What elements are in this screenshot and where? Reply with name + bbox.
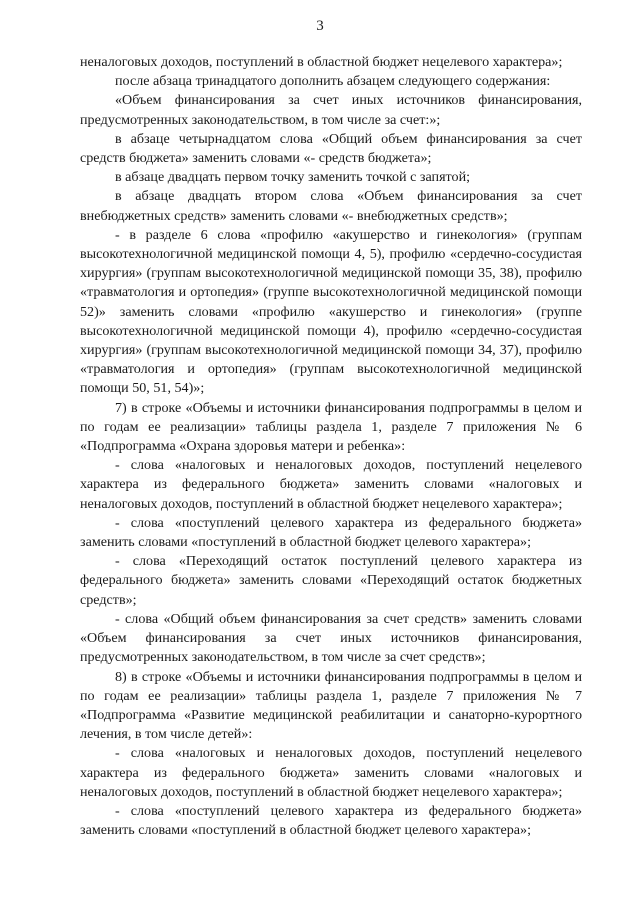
paragraph: 7) в строке «Объемы и источники финансирования подпрограммы в целом и по годам ее реализации» таблицы раздела 1, разделе 7 приложения № 6 «Подпрограмма «Охрана здоровья матери и ребенка»: [80,399,582,455]
paragraph: неналоговых доходов, поступлений в областной бюджет нецелевого характера»; [80,54,563,70]
document-body [80,53,582,840]
paragraph: - слова «налоговых и неналоговых доходов, поступлений нецелевого характера из федерального бюджета» заменить словами «налоговых и неналоговых доходов, поступлений в областной бюджет нецелевого характера»; [80,745,582,800]
paragraph: - слова «Общий объем финансирования за счет средств» заменить словами «Объем финансирования за счет иных источников финансирования, предусмотренных законодательством, в том числе за счет средств»; [80,610,582,666]
paragraph: в абзаце четырнадцатом слова «Общий объем финансирования за счет средств бюджета» заменить словами «- средств бюджета»; [80,130,582,167]
paragraph: в абзаце двадцать первом точку заменить точкой с запятой; [115,169,471,186]
paragraph: - слова «поступлений целевого характера из федерального бюджета» заменить словами «поступлений в областной бюджет целевого характера»; [80,802,582,839]
paragraph: «Объем финансирования за счет иных источников финансирования, предусмотренных законодательством, в том числе за счет:»; [80,92,582,128]
paragraph: в абзаце двадцать втором слова «Объем финансирования за счет внебюджетных средств» заменить словами «- внебюджетных средств»; [80,188,582,224]
paragraph: - слова «налоговых и неналоговых доходов, поступлений нецелевого характера из федерального бюджета» заменить словами «налоговых и неналоговых доходов, поступлений в областной бюджет нецелевого характера»; [80,457,582,512]
paragraph: - слова «поступлений целевого характера из федерального бюджета» заменить словами «поступлений в областной бюджет целевого характера»; [80,514,582,551]
paragraph: - слова «Переходящий остаток поступлений целевого характера из федерального бюджета» заменить словами «Переходящий остаток бюджетных средств»; [80,553,582,608]
paragraph: 8) в строке «Объемы и источники финансирования подпрограммы в целом и по годам ее реализации» таблицы раздела 1, разделе 7 приложения № 7 «Подпрограмма «Развитие медицинской реабилитации и санаторно-курортного лечения, в том числе детей»: [80,668,582,743]
paragraph: после абзаца тринадцатого дополнить абзацем следующего содержания: [115,73,551,90]
page-number: 3 [316,18,324,34]
paragraph: - в разделе 6 слова «профилю «акушерство и гинекология» (группам высокотехнологичной медицинской помощи 4, 5), профилю «сердечно-сосудистая хирургия» (группам высокотехнологичной медицинской помощи 35, 38), профилю «травматология и ортопедия» (группе высокотехнологичной медицинской помощи 52)» заменить словами «профилю «акушерство и гинекология» (группе высокотехнологичной медицинской помощи 4), профилю «сердечно-сосудистая хирургия» (группам высокотехнологичной медицинской помощи 34, 37), профилю «травматология и ортопедия» (группам высокотехнологичной медицинской помощи 50, 51, 54)»; [80,226,582,397]
